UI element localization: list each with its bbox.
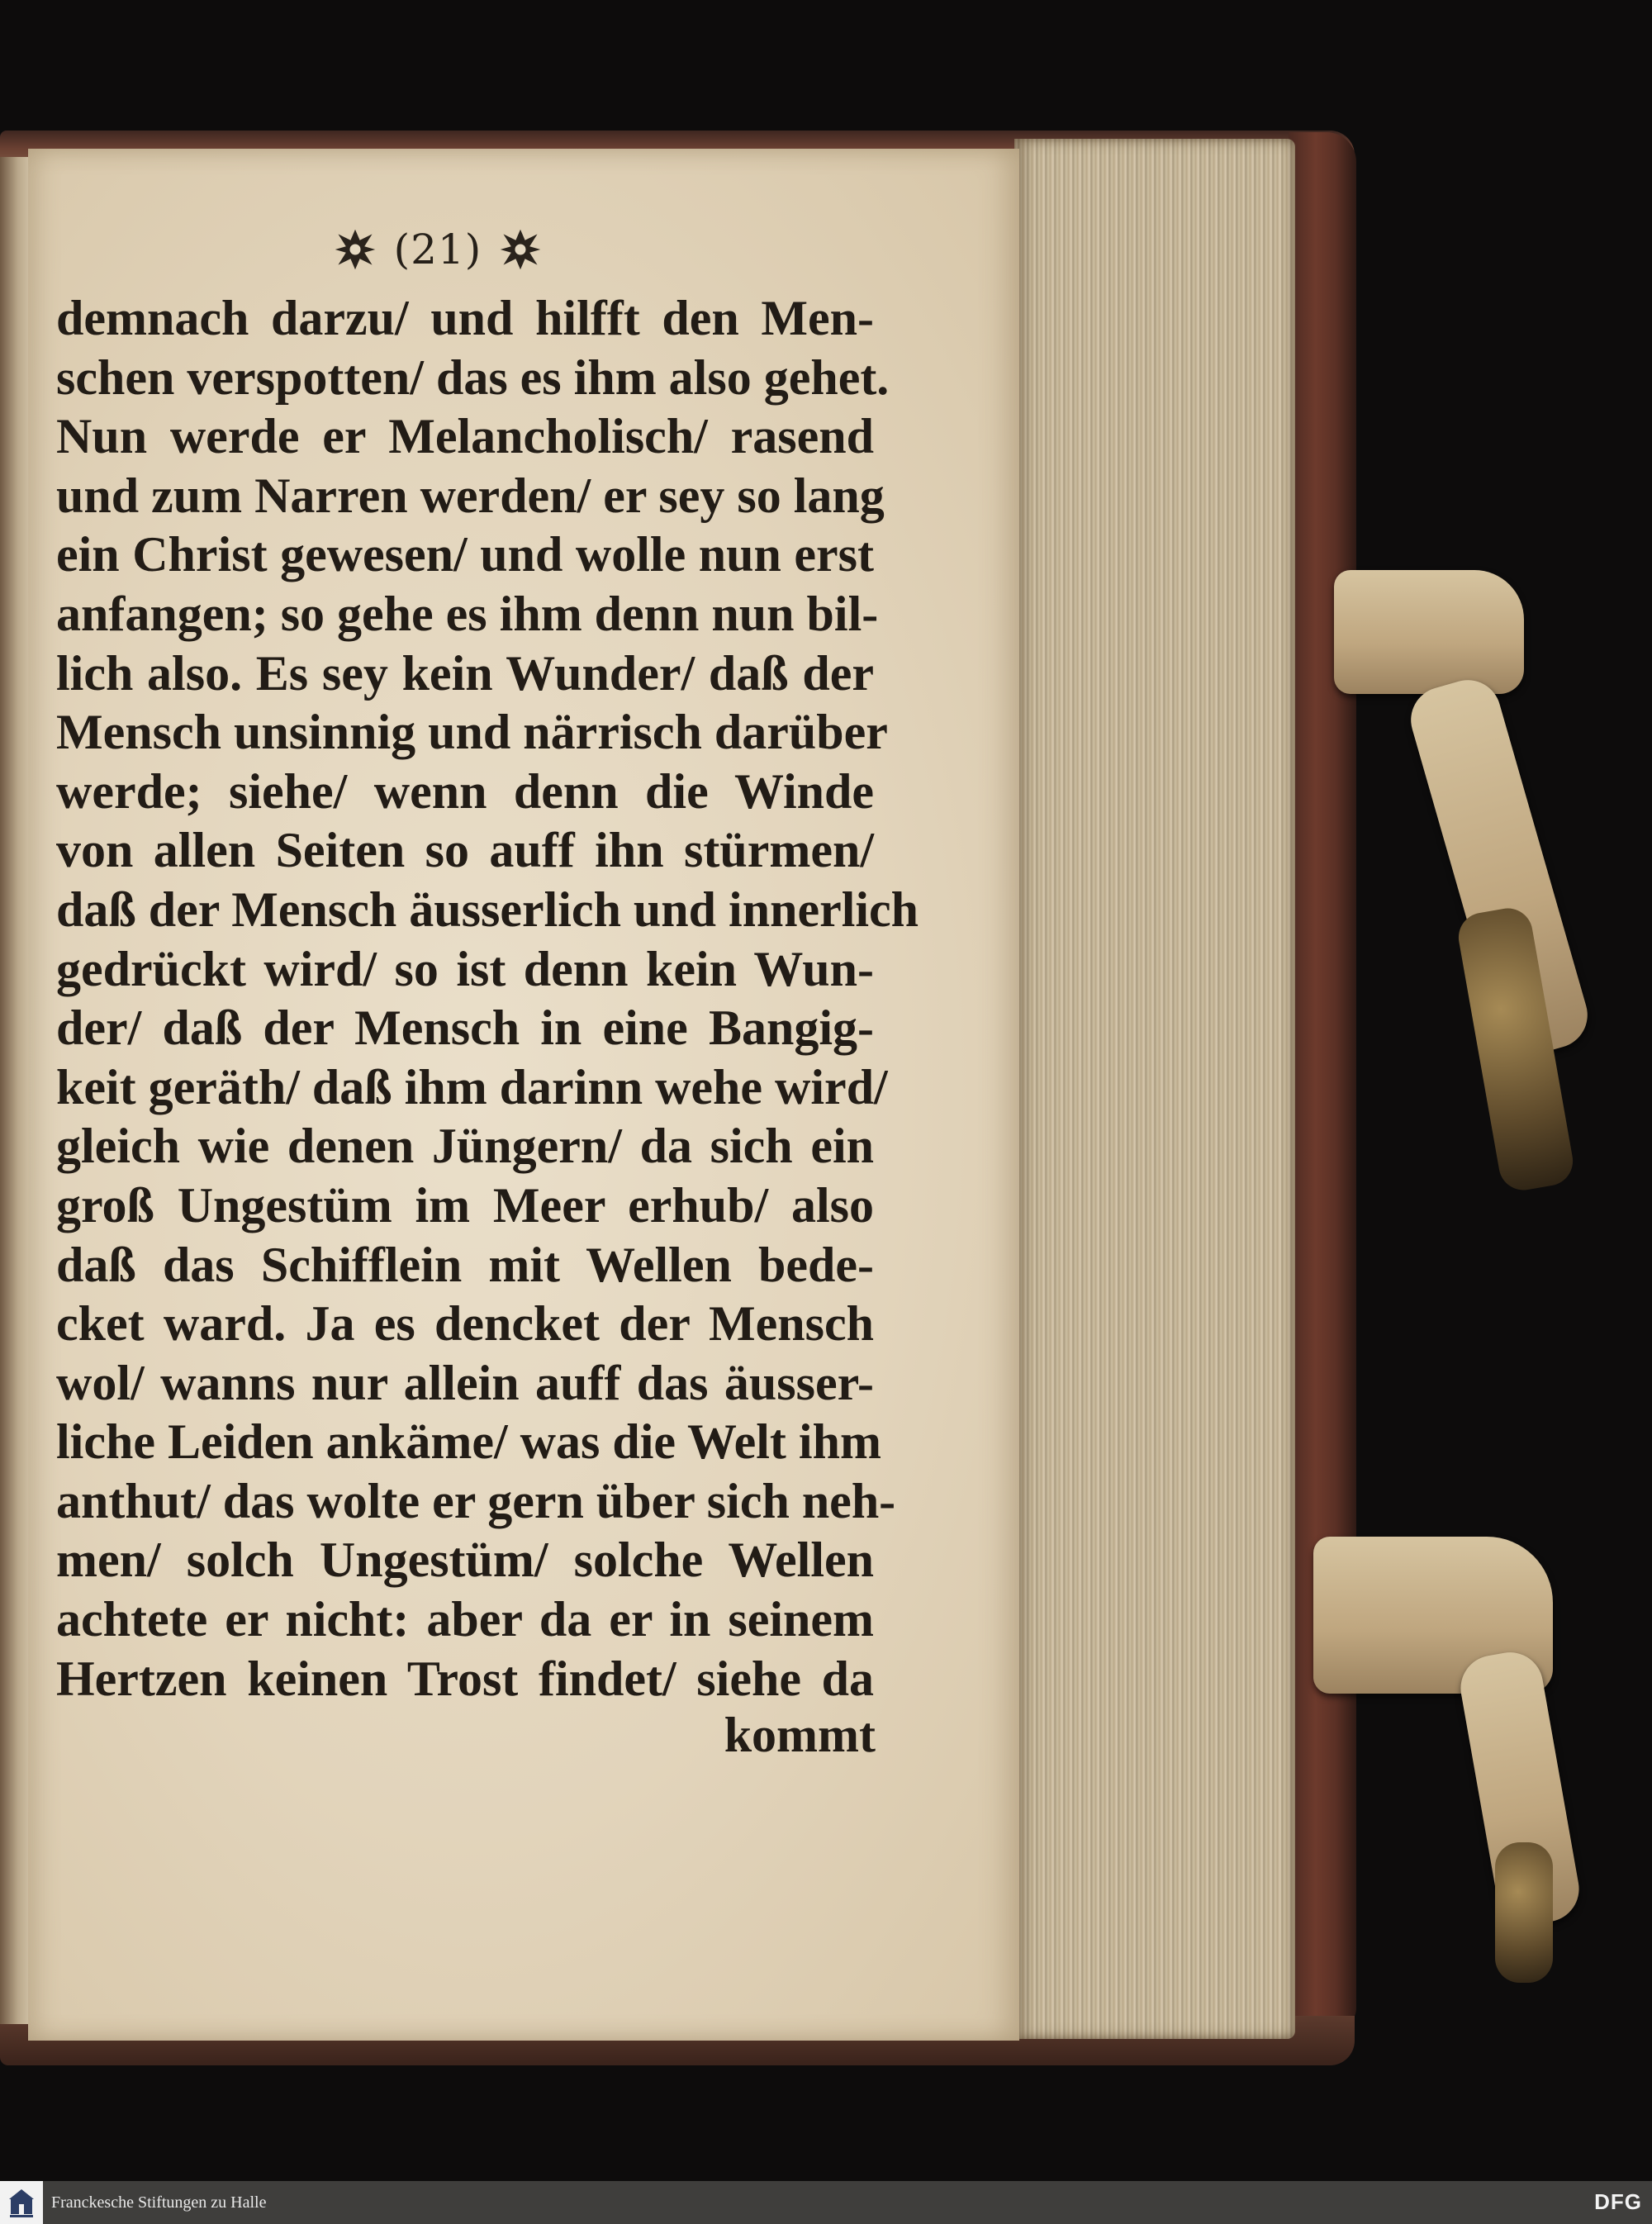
foundation-building-icon (7, 2186, 36, 2219)
left-page-edge (0, 157, 30, 2024)
text-line: keit geräth/ daß ihm darinn wehe wird/ (56, 1059, 888, 1114)
text-line: gleich wie denen Jüngern/ da sich ein (56, 1119, 874, 1174)
page-header (314, 216, 562, 283)
text-line: gedrückt wird/ so ist denn kein Wun- (56, 941, 874, 996)
viewer-footer-bar (0, 2181, 1652, 2224)
page-block-fore-edge (1014, 139, 1295, 2039)
text-line: Mensch unsinnig und närrisch darüber (56, 705, 888, 760)
text-line: anfangen; so gehe es ihm denn nun bil- (56, 586, 879, 641)
catchword: kommt (724, 1708, 876, 1762)
text-line: cket ward. Ja es dencket der Mensch (56, 1296, 874, 1352)
body-text (56, 289, 919, 1708)
text-line: lich also. Es sey kein Wunder/ daß der (56, 645, 874, 701)
institution-name[interactable]: Franckesche Stiftungen zu Halle (51, 2193, 267, 2212)
text-line: daß der Mensch äusserlich und innerlich (56, 882, 919, 937)
text-line: der/ daß der Mensch in eine Bangig- (56, 1000, 874, 1056)
text-line: wol/ wanns nur allein auff das äusser- (56, 1355, 874, 1410)
text-line: liche Leiden ankäme/ was die Welt ihm (56, 1414, 881, 1470)
text-line: demnach darzu/ und hilfft den Men- (56, 291, 874, 345)
ornament-right-icon (496, 226, 544, 273)
clasp-metal-lower (1495, 1842, 1553, 1983)
text-line: achtete er nicht: aber da er in seinem (56, 1592, 874, 1647)
dfg-badge[interactable]: DFG (1594, 2189, 1642, 2214)
page-number: (21) (393, 226, 482, 273)
text-line: und zum Narren werden/ er sey so lang (56, 468, 885, 523)
text-line: Nun werde er Melancholisch/ rasend (56, 409, 874, 464)
text-line: schen verspotten/ das es ihm also gehet. (56, 349, 890, 405)
text-line: anthut/ das wolte er gern über sich neh- (56, 1473, 896, 1528)
ornament-left-icon (331, 226, 379, 273)
text-line: werde; siehe/ wenn denn die Winde (56, 763, 874, 819)
text-line: men/ solch Ungestüm/ solche Wellen (56, 1533, 874, 1588)
clasp-strap-upper (1334, 570, 1524, 694)
book-spine-edge (1289, 132, 1356, 2032)
text-line: daß das Schifflein mit Wellen bede- (56, 1237, 874, 1292)
text-line: Hertzen keinen Trost findet/ siehe da (56, 1651, 874, 1706)
text-line: ein Christ gewesen/ und wolle nun erst (56, 527, 874, 582)
text-line: groß Ungestüm im Meer erhub/ also (56, 1177, 874, 1233)
text-line: von allen Seiten so auff ihn stürmen/ (56, 823, 874, 878)
institution-logo-icon[interactable] (0, 2181, 43, 2224)
